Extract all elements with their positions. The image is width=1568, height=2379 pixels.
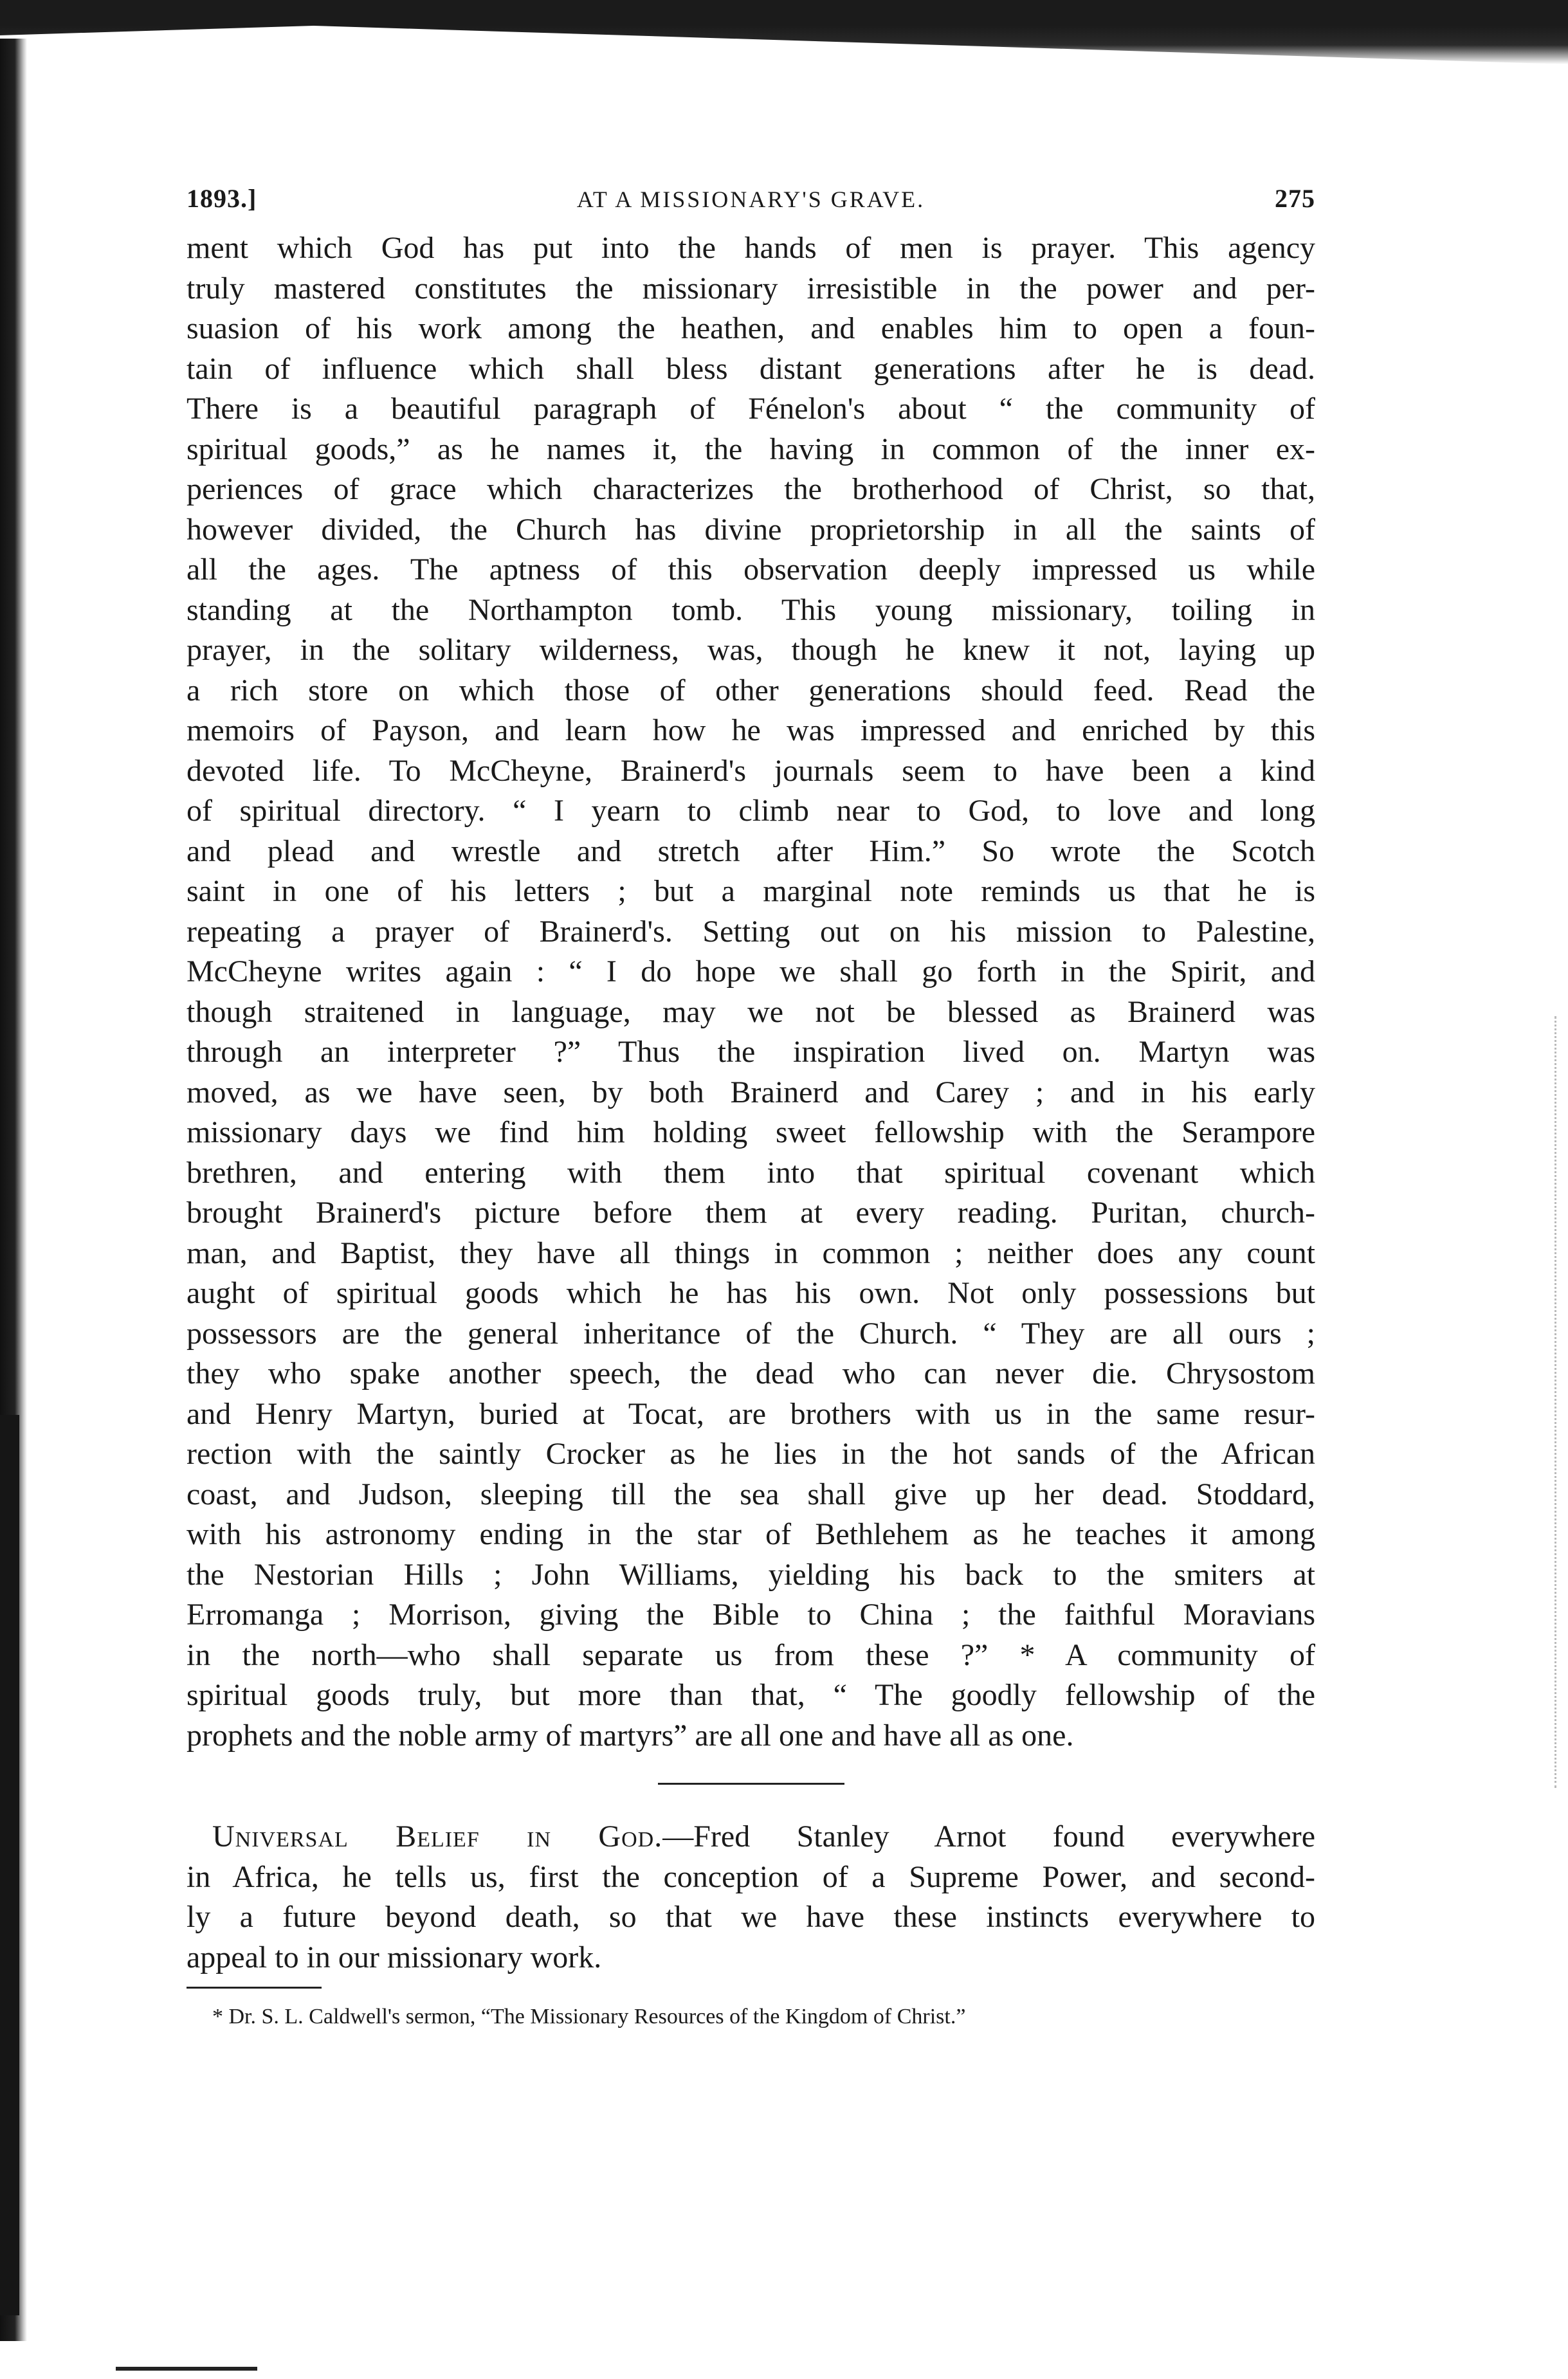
universal-belief-section <box>187 1817 1315 1978</box>
body-line: repeating a prayer of Brainerd's. Setting out on his mission to Palestine, <box>187 914 1315 949</box>
body-line: man, and Baptist, they have all things in common ; neither does any count <box>187 1235 1315 1270</box>
running-head <box>187 183 1315 228</box>
body-line: prayer, in the solitary wilderness, was, though he knew it not, laying up <box>187 633 1315 667</box>
body-line: though straitened in language, may we not be blessed as Brainerd was <box>187 994 1315 1029</box>
body-line: missionary days we find him holding sweet fellowship with the Serampore <box>187 1115 1315 1149</box>
body-line: spiritual goods,” as he names it, the having in common of the inner ex- <box>187 432 1315 466</box>
body-line: with his astronomy ending in the star of Bethlehem as he teaches it among <box>187 1517 1315 1551</box>
body-line: prophets and the noble army of martyrs” are all one and have all as one. <box>187 1718 1074 1753</box>
scan-mark-bottom <box>116 2367 257 2371</box>
body-line: standing at the Northampton tomb. This young missionary, toiling in <box>187 592 1315 627</box>
section-heading: Universal Belief in God. <box>212 1819 663 1854</box>
body-line: however divided, the Church has divine proprietorship in all the saints of <box>187 512 1315 547</box>
scan-edge-top <box>0 0 1568 64</box>
body-line: Erromanga ; Morrison, giving the Bible to China ; the faithful Moravians <box>187 1598 1315 1632</box>
scan-edge-left-lower <box>0 1415 19 2315</box>
body-line: truly mastered constitutes the missionary irresistible in the power and per- <box>187 271 1315 305</box>
book-page <box>187 183 1315 2031</box>
section-first-line <box>187 1817 1315 1857</box>
footnote-rule <box>187 1987 322 1989</box>
section-line: appeal to in our missionary work. <box>187 1940 602 1974</box>
scan-specks-right <box>1529 1016 1556 1788</box>
body-line: spiritual goods truly, but more than that, “ The goodly fellowship of the <box>187 1678 1315 1712</box>
body-line: brought Brainerd's picture before them at every reading. Puritan, church- <box>187 1196 1315 1230</box>
header-title: AT A MISSIONARY'S GRAVE. <box>576 187 925 212</box>
section-line: —Fred Stanley Arnot found everywhere <box>662 1819 1315 1854</box>
body-line: coast, and Judson, sleeping till the sea shall give up her dead. Stoddard, <box>187 1477 1315 1511</box>
body-line: a rich store on which those of other generations should feed. Read the <box>187 673 1315 707</box>
section-line: in Africa, he tells us, first the conception of a Supreme Power, and second- <box>187 1859 1315 1894</box>
body-line: possessors are the general inheritance of the Church. “ They are all ours ; <box>187 1316 1315 1351</box>
body-line: devoted life. To McCheyne, Brainerd's journals seem to have been a kind <box>187 753 1315 788</box>
body-line: of spiritual directory. “ I yearn to climb near to God, to love and long <box>187 794 1315 828</box>
body-paragraph <box>187 228 1315 1756</box>
body-line: through an interpreter ?” Thus the inspiration lived on. Martyn was <box>187 1035 1315 1069</box>
body-line: and plead and wrestle and stretch after Him.” So wrote the Scotch <box>187 834 1315 868</box>
body-line: brethren, and entering with them into that spiritual covenant which <box>187 1155 1315 1190</box>
body-line: rection with the saintly Crocker as he lies in the hot sands of the African <box>187 1437 1315 1471</box>
page-number: 275 <box>1275 184 1315 213</box>
body-line: and Henry Martyn, buried at Tocat, are brothers with us in the same resur- <box>187 1396 1315 1431</box>
body-line: suasion of his work among the heathen, and enables him to open a foun- <box>187 311 1315 345</box>
body-line: There is a beautiful paragraph of Fénelon's about “ the community of <box>187 392 1315 426</box>
section-line: ly a future beyond death, so that we have these instincts everywhere to <box>187 1900 1315 1934</box>
body-line: they who spake another speech, the dead who can never die. Chrysostom <box>187 1356 1315 1390</box>
body-line: saint in one of his letters ; but a marginal note reminds us that he is <box>187 874 1315 908</box>
body-line: periences of grace which characterizes the brotherhood of Christ, so that, <box>187 472 1315 506</box>
body-line: tain of influence which shall bless distant generations after he is dead. <box>187 351 1315 386</box>
section-divider <box>658 1783 844 1785</box>
header-year: 1893.] <box>187 184 257 213</box>
body-line: the Nestorian Hills ; John Williams, yielding his back to the smiters at <box>187 1557 1315 1592</box>
body-line: McCheyne writes again : “ I do hope we shall go forth in the Spirit, and <box>187 954 1315 989</box>
footnote: * Dr. S. L. Caldwell's sermon, “The Missionary Resources of the Kingdom of Christ.” <box>212 2005 966 2028</box>
body-line: all the ages. The aptness of this observation deeply impressed us while <box>187 552 1315 587</box>
body-line: in the north—who shall separate us from these ?” * A community of <box>187 1637 1315 1672</box>
body-line: aught of spiritual goods which he has his own. Not only possessions but <box>187 1276 1315 1310</box>
body-line: moved, as we have seen, by both Brainerd and Carey ; and in his early <box>187 1075 1315 1109</box>
body-line: ment which God has put into the hands of men is prayer. This agency <box>187 231 1315 265</box>
body-line: memoirs of Payson, and learn how he was impressed and enriched by this <box>187 713 1315 747</box>
